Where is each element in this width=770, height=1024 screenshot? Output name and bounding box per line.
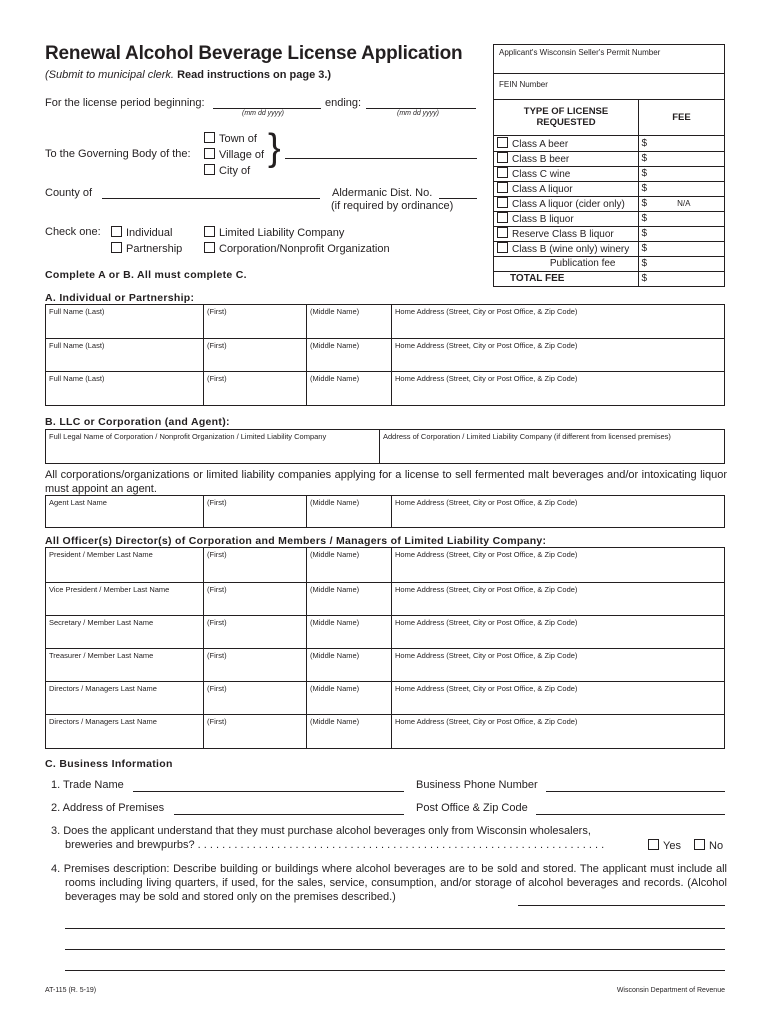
license-row: Class A liquor (cider only) $ N/A xyxy=(494,196,724,211)
license-info-box xyxy=(493,44,725,287)
table-row xyxy=(46,339,724,372)
yes-checkbox[interactable] xyxy=(648,839,659,850)
first-name-cell[interactable]: (First) xyxy=(204,372,307,405)
fee-cell[interactable]: $ xyxy=(638,136,724,151)
first-name-cell[interactable]: (First) xyxy=(204,583,307,615)
phone-label: Business Phone Number xyxy=(416,779,538,791)
form-title: Renewal Alcohol Beverage License Application xyxy=(45,43,463,64)
first-name-cell[interactable]: (First) xyxy=(204,496,307,527)
table-row xyxy=(46,496,724,527)
trade-name-field[interactable] xyxy=(133,791,404,792)
complete-note: Complete A or B. All must complete C. xyxy=(45,269,247,281)
city-checkbox[interactable] xyxy=(204,164,215,175)
subtitle-bold: Read instructions on page 3.) xyxy=(177,69,332,81)
license-checkbox[interactable] xyxy=(497,137,508,148)
entity-option-individual[interactable]: Individual xyxy=(111,226,172,239)
table-row xyxy=(46,649,724,682)
publication-fee-row: Publication fee $ xyxy=(494,256,724,271)
middle-name-cell[interactable]: (Middle Name) xyxy=(307,583,392,615)
premises-description-line[interactable] xyxy=(65,949,725,950)
middle-name-cell[interactable]: (Middle Name) xyxy=(307,372,392,405)
last-name-cell[interactable]: Full Name (Last) xyxy=(46,339,204,371)
section-a-heading: A. Individual or Partnership: xyxy=(45,292,195,304)
license-row: Class B (wine only) winery $ xyxy=(494,241,724,256)
officers-grid xyxy=(45,547,725,749)
license-row: Class C wine $ xyxy=(494,166,724,181)
home-address-cell[interactable]: Home Address (Street, City or Post Office, & Zip Code) xyxy=(395,618,578,627)
license-row: Class A liquor $ xyxy=(494,181,724,196)
agent-grid xyxy=(45,495,725,528)
llc-checkbox[interactable] xyxy=(204,226,215,237)
home-address-cell[interactable]: Home Address (Street, City or Post Office, & Zip Code) xyxy=(395,498,578,507)
license-checkbox[interactable] xyxy=(497,242,508,253)
subtitle-italic: (Submit to municipal clerk. xyxy=(45,69,174,81)
home-address-cell[interactable]: Home Address (Street, City or Post Office, & Zip Code) xyxy=(395,550,578,559)
fein-field[interactable]: FEIN Number xyxy=(494,74,724,100)
first-name-cell[interactable]: (First) xyxy=(204,682,307,714)
corp-name-cell[interactable]: Full Legal Name of Corporation / Nonprofit Organization / Limited Liability Company xyxy=(46,430,380,463)
village-checkbox[interactable] xyxy=(204,148,215,159)
county-label: County of xyxy=(45,187,93,199)
officers-heading: All Officer(s) Director(s) of Corporation and Members / Managers of Limited Liability Company: xyxy=(45,535,547,547)
premises-address-field[interactable] xyxy=(174,814,404,815)
no-option[interactable]: No xyxy=(694,839,723,852)
last-name-cell[interactable]: Full Name (Last) xyxy=(46,372,204,405)
license-checkbox[interactable] xyxy=(497,167,508,178)
officer-last-name-cell[interactable]: Secretary / Member Last Name xyxy=(46,616,204,648)
agency-name: Wisconsin Department of Revenue xyxy=(616,987,725,994)
license-row: Class B beer $ xyxy=(494,151,724,166)
license-checkbox[interactable] xyxy=(497,227,508,238)
first-name-cell[interactable]: (First) xyxy=(204,305,307,338)
fee-cell[interactable]: $ xyxy=(638,211,724,226)
q4-description: 4. Premises description: Describe building or buildings where alcohol beverages are to be sold and stored. The applicant must include all rooms including living quarters, if used, for the sales, service, consumption, and/or storage of alcohol beverages and records. (Alcohol beverages may be sold and stored only on the premises described.) xyxy=(51,863,727,903)
license-checkbox[interactable] xyxy=(497,152,508,163)
phone-field[interactable] xyxy=(546,791,725,792)
middle-name-cell[interactable]: (Middle Name) xyxy=(307,339,392,371)
table-row xyxy=(46,372,724,405)
corp-grid xyxy=(45,429,725,464)
ending-label: ending: xyxy=(325,97,362,109)
table-row xyxy=(46,682,724,715)
home-address-cell[interactable]: Home Address (Street, City or Post Office, & Zip Code) xyxy=(395,651,578,660)
partnership-checkbox[interactable] xyxy=(111,242,122,253)
middle-name-cell[interactable]: (Middle Name) xyxy=(307,616,392,648)
aldermanic-label: Aldermanic Dist. No. xyxy=(332,187,433,199)
premises-description-line[interactable] xyxy=(65,970,725,971)
na-note: N/A xyxy=(677,199,691,208)
town-checkbox[interactable] xyxy=(204,132,215,143)
governing-body-label: To the Governing Body of the: xyxy=(45,148,191,160)
officer-last-name-cell[interactable]: Directors / Managers Last Name xyxy=(46,682,204,714)
license-table xyxy=(494,136,724,286)
middle-name-cell[interactable]: (Middle Name) xyxy=(307,548,392,582)
post-office-label: Post Office & Zip Code xyxy=(416,802,528,814)
entity-option-partnership[interactable]: Partnership xyxy=(111,242,182,255)
license-checkbox[interactable] xyxy=(497,212,508,223)
period-begin-field[interactable] xyxy=(213,108,321,109)
license-checkbox[interactable] xyxy=(497,182,508,193)
license-row: Class A beer $ xyxy=(494,136,724,151)
gov-option-town[interactable]: Town of xyxy=(204,132,257,145)
officer-last-name-cell[interactable]: Vice President / Member Last Name xyxy=(46,583,204,615)
agent-paragraph: All corporations/organizations or limited liability companies applying for a license to sell fermented malt beverages and/or intoxicating liquor must appoint an agent. xyxy=(45,469,727,495)
table-row xyxy=(46,715,724,748)
section-c-heading: C. Business Information xyxy=(45,758,173,770)
home-address-cell[interactable]: Home Address (Street, City or Post Office, & Zip Code) xyxy=(395,307,578,316)
gov-option-city[interactable]: City of xyxy=(204,164,250,177)
last-name-cell[interactable]: Full Name (Last) xyxy=(46,305,204,338)
first-name-cell[interactable]: (First) xyxy=(204,616,307,648)
trade-name-label: 1. Trade Name xyxy=(51,779,124,791)
total-fee-row: TOTAL FEE $ xyxy=(494,271,724,286)
no-checkbox[interactable] xyxy=(694,839,705,850)
fee-cell[interactable]: $ xyxy=(638,181,724,196)
home-address-cell[interactable]: Home Address (Street, City or Post Office, & Zip Code) xyxy=(395,374,578,383)
premises-address-label: 2. Address of Premises xyxy=(51,802,165,814)
middle-name-cell[interactable]: (Middle Name) xyxy=(307,682,392,714)
section-b-heading: B. LLC or Corporation (and Agent): xyxy=(45,416,230,428)
premises-description-line[interactable] xyxy=(65,928,725,929)
corporation-checkbox[interactable] xyxy=(204,242,215,253)
total-fee-cell[interactable]: $ xyxy=(638,271,724,286)
license-row: Class B liquor $ xyxy=(494,211,724,226)
q3-line1: 3. Does the applicant understand that they must purchase alcohol beverages only from Wisconsin wholesalers, xyxy=(51,825,591,837)
q3-line2: breweries and brewpurbs? . . . . . . . . . . . . . . . . . . . . . . . . . . . . . . . . . . . . . . . . . . . . . . . . . . . . . . . . . . . . . . . . . . . xyxy=(65,839,605,851)
sellers-permit-field[interactable]: Applicant's Wisconsin Seller's Permit Number xyxy=(494,45,724,74)
first-name-cell[interactable]: (First) xyxy=(204,339,307,371)
table-row xyxy=(46,616,724,649)
first-name-cell[interactable]: (First) xyxy=(204,715,307,748)
county-field[interactable] xyxy=(102,198,320,199)
fee-header: FEE xyxy=(638,100,724,135)
license-table-header xyxy=(494,100,724,136)
entity-option-corporation[interactable]: Corporation/Nonprofit Organization xyxy=(204,242,390,255)
fee-cell[interactable]: $ xyxy=(638,256,724,271)
first-name-cell[interactable]: (First) xyxy=(204,649,307,681)
type-header: TYPE OF LICENSE REQUESTED xyxy=(523,106,609,128)
fee-cell[interactable]: $ xyxy=(638,166,724,181)
middle-name-cell[interactable]: (Middle Name) xyxy=(307,305,392,338)
home-address-cell[interactable]: Home Address (Street, City or Post Office, & Zip Code) xyxy=(395,585,578,594)
license-row: Reserve Class B liquor $ xyxy=(494,226,724,241)
yes-option[interactable]: Yes xyxy=(648,839,681,852)
gov-option-village[interactable]: Village of xyxy=(204,148,264,161)
post-office-field[interactable] xyxy=(536,814,725,815)
period-label: For the license period beginning: xyxy=(45,97,205,109)
table-row xyxy=(46,548,724,583)
fee-cell: $ N/A xyxy=(638,196,724,211)
form-subtitle xyxy=(45,69,331,81)
begin-date-hint: (mm dd yyyy) xyxy=(242,110,284,117)
aldermanic-note: (if required by ordinance) xyxy=(331,200,454,212)
table-row xyxy=(46,305,724,339)
home-address-cell[interactable]: Home Address (Street, City or Post Office, & Zip Code) xyxy=(395,684,578,693)
period-end-field[interactable] xyxy=(366,108,476,109)
brace-icon: } xyxy=(268,127,281,169)
fee-cell[interactable]: $ xyxy=(638,241,724,256)
middle-name-cell[interactable]: (Middle Name) xyxy=(307,715,392,748)
first-name-cell[interactable]: (First) xyxy=(204,548,307,582)
agent-last-name-cell[interactable]: Agent Last Name xyxy=(46,496,204,527)
entity-option-llc[interactable]: Limited Liability Company xyxy=(204,226,344,239)
fee-cell[interactable]: $ xyxy=(638,226,724,241)
table-row xyxy=(46,430,724,463)
individual-checkbox[interactable] xyxy=(111,226,122,237)
form-id: AT-115 (R. 5-19) xyxy=(45,987,97,994)
aldermanic-field[interactable] xyxy=(439,198,477,199)
table-row xyxy=(46,583,724,616)
middle-name-cell[interactable]: (Middle Name) xyxy=(307,496,392,527)
home-address-cell[interactable]: Home Address (Street, City or Post Office, & Zip Code) xyxy=(395,341,578,350)
section-a-grid xyxy=(45,304,725,406)
officer-last-name-cell[interactable]: Treasurer / Member Last Name xyxy=(46,649,204,681)
fee-cell[interactable]: $ xyxy=(638,151,724,166)
municipality-field[interactable] xyxy=(285,158,477,159)
end-date-hint: (mm dd yyyy) xyxy=(397,110,439,117)
middle-name-cell[interactable]: (Middle Name) xyxy=(307,649,392,681)
check-one-label: Check one: xyxy=(45,226,101,238)
officer-last-name-cell[interactable]: President / Member Last Name xyxy=(46,548,204,582)
premises-description-line[interactable] xyxy=(518,905,725,906)
corp-address-cell[interactable]: Address of Corporation / Limited Liability Company (if different from licensed premises) xyxy=(383,432,671,441)
officer-last-name-cell[interactable]: Directors / Managers Last Name xyxy=(46,715,204,748)
home-address-cell[interactable]: Home Address (Street, City or Post Office, & Zip Code) xyxy=(395,717,578,726)
license-checkbox[interactable] xyxy=(497,197,508,208)
